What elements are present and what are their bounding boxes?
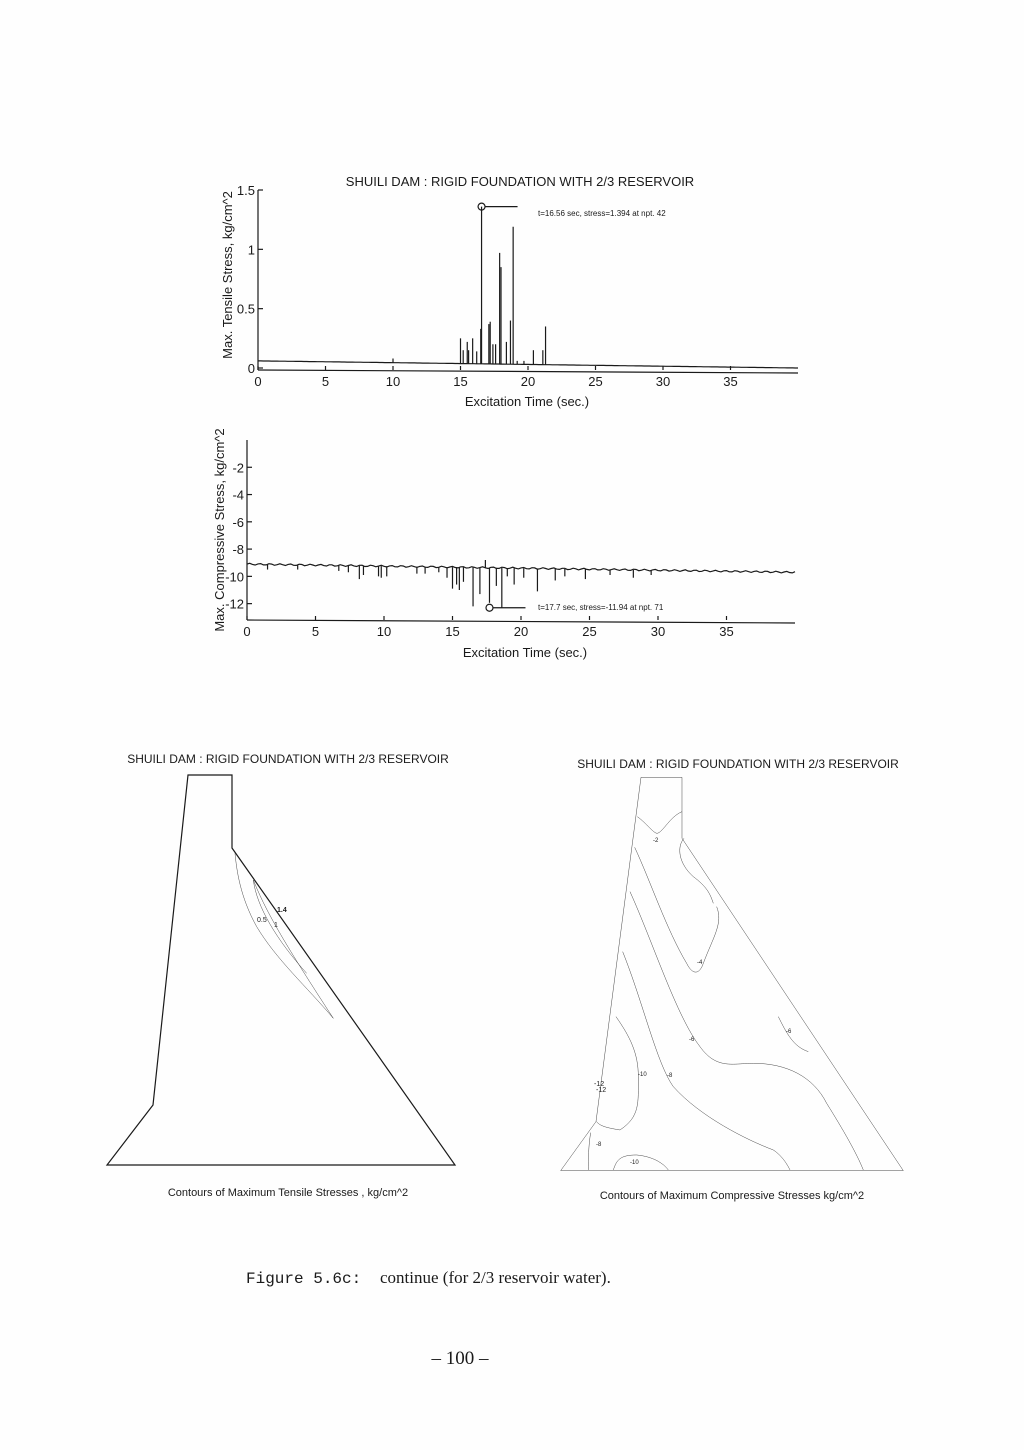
figure-label: Figure 5.6c: (246, 1270, 362, 1288)
contour-line (235, 853, 333, 1018)
contour-label: -4 (697, 960, 703, 966)
contour-caption: Contours of Maximum Tensile Stresses , kg/cm^2 (167, 1187, 409, 1199)
x-tick-label: 35 (719, 624, 734, 639)
contour-line (680, 838, 714, 903)
contour-line (253, 880, 306, 973)
contour-line (630, 892, 863, 1170)
compressive-stress-chart (212, 428, 795, 660)
contour-label: -6 (786, 1029, 792, 1035)
contour-label: -2 (653, 838, 659, 844)
x-tick-label: 15 (445, 624, 460, 639)
contour-caption: Contours of Maximum Compressive Stresses kg/cm^2 (599, 1190, 865, 1202)
contour-line (778, 1017, 808, 1052)
x-tick-label: 20 (513, 624, 529, 639)
dam-outline (561, 777, 904, 1170)
y-tick-label: -2 (232, 460, 244, 476)
compressive-contour-plot (561, 757, 904, 1202)
y-tick-label: 1.5 (236, 183, 255, 198)
y-axis-label: Max. Tensile Stress, kg/cm^2 (220, 191, 235, 359)
contour-line (635, 847, 719, 972)
contour-label: 1.4 (277, 907, 287, 914)
y-tick-label: -6 (232, 514, 244, 530)
x-tick-label: 30 (655, 374, 671, 389)
x-tick-label: 35 (723, 374, 738, 389)
contour-label: -10 (630, 1160, 639, 1166)
dam-outline (107, 775, 455, 1165)
contour-label: -10 (638, 1072, 647, 1078)
x-tick-label: 25 (588, 374, 603, 389)
x-tick-label: 15 (453, 374, 468, 389)
contour-line (613, 1155, 668, 1170)
x-tick-label: 10 (376, 624, 392, 639)
y-tick-label: 0.5 (236, 301, 255, 317)
contour-line (253, 880, 333, 1018)
figure-caption: continue (for 2/3 reservoir water). (380, 1268, 611, 1287)
x-tick-label: 5 (321, 374, 330, 389)
contour-title: SHUILI DAM : RIGID FOUNDATION WITH 2/3 RESERVOIR (577, 757, 899, 771)
x-tick-label: 10 (385, 374, 401, 389)
page-number: – 100 – (431, 1348, 489, 1369)
contour-label: -6 (689, 1037, 695, 1043)
x-axis-label: Excitation Time (sec.) (464, 394, 590, 409)
contour-label: 0.5 (257, 917, 267, 924)
contour-label: -8 (667, 1073, 673, 1079)
contour-line (623, 952, 790, 1170)
peak-annotation: t=16.56 sec, stress=1.394 at npt. 42 (538, 209, 666, 218)
contour-line (597, 1017, 639, 1130)
y-tick-label: -4 (232, 487, 244, 503)
y-tick-label: 1 (247, 242, 255, 258)
x-tick-label: 0 (254, 374, 262, 389)
series-line (247, 563, 795, 573)
x-tick-label: 0 (243, 624, 251, 639)
contour-line (637, 812, 682, 834)
y-tick-label: -10 (225, 569, 244, 585)
y-tick-label: -12 (225, 596, 244, 612)
x-axis (247, 620, 795, 623)
y-tick-label: 0 (247, 361, 255, 376)
contour-title: SHUILI DAM : RIGID FOUNDATION WITH 2/3 RESERVOIR (127, 752, 449, 766)
x-tick-label: 25 (582, 624, 597, 639)
x-tick-label: 5 (311, 624, 320, 639)
x-axis (258, 370, 798, 373)
contour-line (588, 1133, 590, 1170)
min-annotation: t=17.7 sec, stress=-11.94 at npt. 71 (538, 603, 664, 612)
tensile-stress-chart (220, 174, 798, 409)
x-tick-label: 20 (520, 374, 536, 389)
x-axis-label: Excitation Time (sec.) (462, 645, 588, 660)
contour-label: -12 (594, 1081, 605, 1088)
contour-label: -12 (596, 1087, 607, 1094)
y-tick-label: -8 (232, 542, 244, 558)
chart-title: SHUILI DAM : RIGID FOUNDATION WITH 2/3 RESERVOIR (345, 174, 695, 189)
y-axis-label: Max. Compressive Stress, kg/cm^2 (212, 428, 227, 632)
contour-label: 1 (274, 922, 278, 929)
x-tick-label: 30 (650, 624, 666, 639)
contour-label: -8 (596, 1142, 602, 1148)
tensile-contour-plot (107, 752, 455, 1199)
extreme-marker (486, 604, 493, 611)
